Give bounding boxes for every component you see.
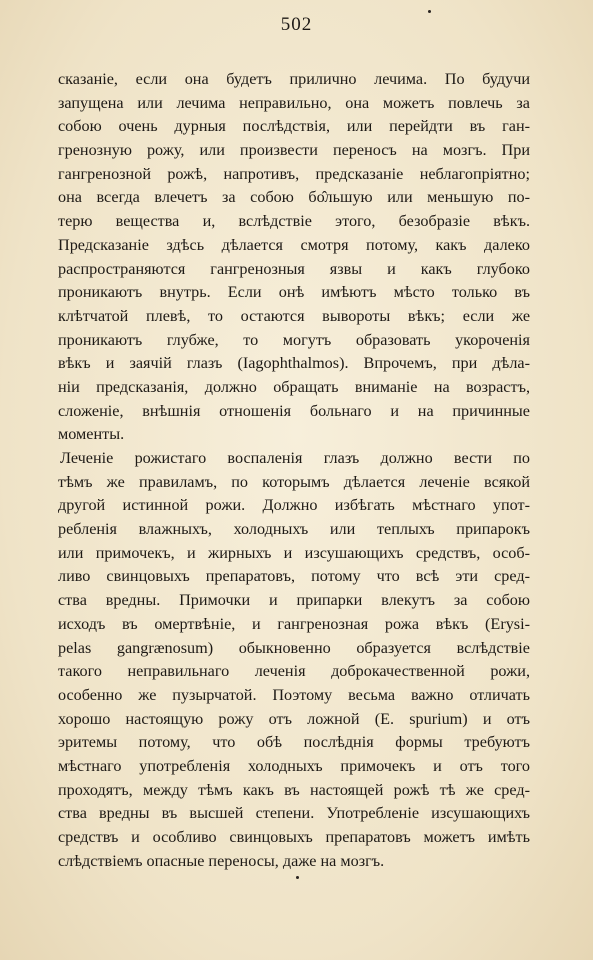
page-body-text <box>58 68 530 873</box>
text-line: гангренозной рожѣ, напротивъ, предсказаніе неблагопріятно; <box>58 164 530 183</box>
text-line: средствъ и особливо свинцовыхъ препаратовъ можетъ имѣть <box>58 828 530 846</box>
text-line: вѣкъ и заячій глазъ (Iagophthalmos). Впрочемъ, при дѣла- <box>58 354 530 373</box>
text-line: особенно же пузырчатой. Поэтому весьма важно отличать <box>58 685 530 704</box>
text-line: клѣтчатой плевѣ, то остаются вывороты вѣкъ; если же <box>58 306 530 325</box>
text-line: ніи предсказанія, должно обращать вниманіе на возрастъ, <box>58 377 530 396</box>
ink-speck <box>428 10 431 13</box>
text-line: Предсказаніе здѣсь дѣлается смотря потому, какъ далеко <box>58 235 530 254</box>
text-line: исходъ въ омертвѣніе, и гангренозная рожа вѣкъ (Erysi- <box>58 614 530 633</box>
text-line: эритемы потому, что обѣ послѣднія формы требуютъ <box>58 733 530 752</box>
text-line: ства вредны въ высшей степени. Употребленіе изсушающихъ <box>58 804 530 823</box>
text-line: ства вредны. Примочки и припарки влекутъ за собою <box>58 591 530 610</box>
page-number: 502 <box>280 14 313 35</box>
text-line: другой истинной рожи. Должно избѣгать мѣстнаго упот- <box>58 496 530 515</box>
text-line: запущена или лечима неправильно, она можетъ повлечь за <box>58 93 530 112</box>
text-line: проникаютъ глубже, то могутъ образовать укороченія <box>58 330 530 349</box>
text-line: ребленія влажныхъ, холодныхъ или теплыхъ припарокъ <box>58 520 530 539</box>
text-line: pelas gangrænosum) обыкновенно образуется вслѣдствіе <box>58 638 530 657</box>
text-line: проходятъ, между тѣмъ какъ въ настоящей рожѣ тѣ же сред- <box>58 780 530 799</box>
text-line: проникаютъ внутрь. Если онѣ имѣютъ мѣсто только въ <box>58 283 530 302</box>
text-line: слѣдствіемъ опасные переносы, даже на мозгъ. <box>58 851 385 870</box>
text-line: хорошо настоящую рожу отъ ложной (E. spurium) и отъ <box>58 709 530 728</box>
text-line: она всегда влечетъ за собою бо̂льшую или меньшую по- <box>58 188 530 207</box>
text-line: Леченіе рожистаго воспаленія глазъ должно вести по <box>60 449 530 467</box>
text-line: моменты. <box>58 425 125 444</box>
text-line: распространяются гангренозныя язвы и какъ глубоко <box>58 259 530 278</box>
text-line: гренозную рожу, или произвести переносъ на мозгъ. При <box>58 141 530 160</box>
ink-speck <box>296 876 299 879</box>
text-line: такого неправильнаго леченія доброкачественной рожи, <box>58 662 530 681</box>
text-line: тѣмъ же правиламъ, по которымъ дѣлается леченіе всякой <box>58 472 530 491</box>
text-line: или примочекъ, и жирныхъ и изсушающихъ средствъ, особ- <box>58 543 530 562</box>
text-line: мѣстнаго употребленія холодныхъ примочекъ и отъ того <box>58 756 530 775</box>
text-line: сложеніе, внѣшнія отношенія больнаго и на причинные <box>58 401 530 420</box>
text-line: собою очень дурныя послѣдствія, или перейдти въ ган- <box>58 117 530 136</box>
text-line: сказаніе, если она будетъ прилично лечима. По будучи <box>58 70 530 88</box>
text-line: ливо свинцовыхъ препаратовъ, потому что всѣ эти сред- <box>58 567 530 586</box>
text-line: терю вещества и, вслѣдствіе этого, безобразіе вѣкъ. <box>58 212 530 231</box>
